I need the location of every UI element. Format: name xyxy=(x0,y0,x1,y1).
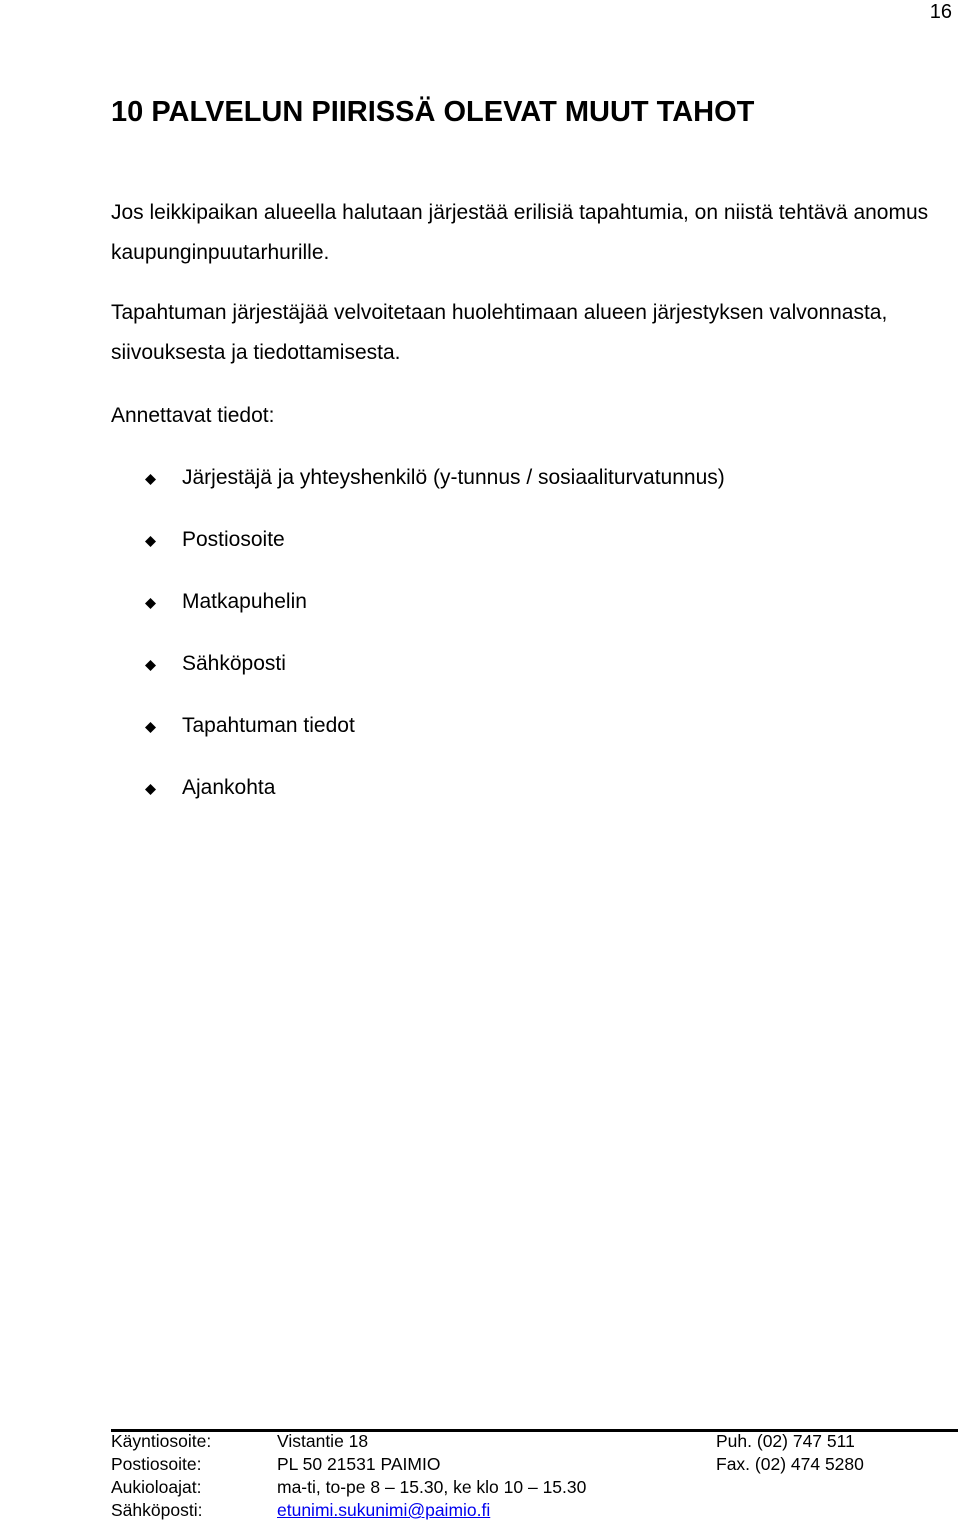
paragraph-organizer-duties: Tapahtuman järjestäjää velvoitetaan huolehtimaan alueen järjestyksen valvonnasta, siivouksesta ja tiedottamisesta. xyxy=(111,301,888,364)
list-item-text: Sähköposti xyxy=(182,652,286,675)
footer-fax: Fax. (02) 474 5280 xyxy=(716,1454,864,1474)
list-item-text: Ajankohta xyxy=(182,776,276,799)
paragraph-required-info-label: Annettavat tiedot: xyxy=(111,404,275,427)
footer-label: Postiosoite: xyxy=(111,1454,202,1474)
bullet-icon xyxy=(145,598,156,609)
footer-value: PL 50 21531 PAIMIO xyxy=(277,1454,441,1474)
bullet-icon xyxy=(145,536,156,547)
footer-label: Käyntiosoite: xyxy=(111,1431,212,1451)
list-item-text: Järjestäjä ja yhteyshenkilö (y-tunnus / sosiaaliturvatunnus) xyxy=(182,466,725,489)
list-item-text: Tapahtuman tiedot xyxy=(182,714,355,737)
footer-row-visiting-address xyxy=(111,1430,958,1453)
footer-value: Vistantie 18 xyxy=(277,1431,369,1451)
email-link[interactable]: etunimi.sukunimi@paimio.fi xyxy=(277,1500,491,1520)
section-heading: 10 PALVELUN PIIRISSÄ OLEVAT MUUT TAHOT xyxy=(111,96,755,128)
bullet-icon xyxy=(145,660,156,671)
bullet-icon xyxy=(145,474,156,485)
list-item xyxy=(145,582,725,644)
footer-row-email xyxy=(111,1499,958,1522)
list-item xyxy=(145,706,725,768)
footer-phone: Puh. (02) 747 511 xyxy=(716,1431,855,1451)
list-item-text: Postiosoite xyxy=(182,528,285,551)
bullet-icon xyxy=(145,722,156,733)
footer-row-opening-hours xyxy=(111,1476,958,1499)
list-item xyxy=(145,520,725,582)
list-item xyxy=(145,458,725,520)
footer-label: Sähköposti: xyxy=(111,1500,203,1520)
required-info-list xyxy=(145,458,725,830)
list-item xyxy=(145,768,725,830)
footer-contact-info xyxy=(111,1430,958,1522)
paragraph-event-application: Jos leikkipaikan alueella halutaan järjestää erilisiä tapahtumia, on niistä tehtävä anomus kaupunginpuutarhurille. xyxy=(111,201,929,264)
bullet-icon xyxy=(145,784,156,795)
footer-row-postal-address xyxy=(111,1453,958,1476)
footer-label: Aukioloajat: xyxy=(111,1477,202,1497)
footer-value: ma-ti, to-pe 8 – 15.30, ke klo 10 – 15.30 xyxy=(277,1477,587,1497)
list-item xyxy=(145,644,725,706)
page-number: 16 xyxy=(929,1,952,23)
list-item-text: Matkapuhelin xyxy=(182,590,307,613)
